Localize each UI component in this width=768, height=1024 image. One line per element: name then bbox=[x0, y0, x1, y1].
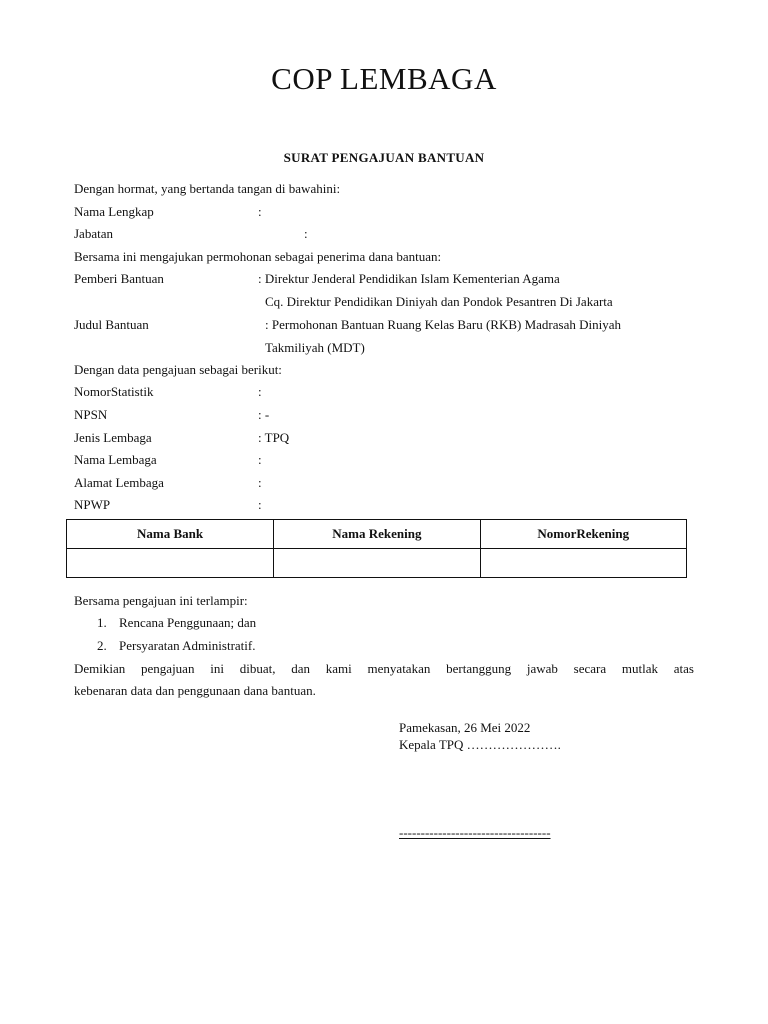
data-intro: Dengan data pengajuan sebagai berikut: bbox=[74, 362, 282, 377]
request-intro: Bersama ini mengajukan permohonan sebagai penerima dana bantuan: bbox=[74, 249, 442, 264]
field-label-nama-lembaga: Nama Lembaga bbox=[74, 452, 157, 467]
list-item-number: 1. bbox=[97, 615, 107, 630]
field-value-judul-bantuan-2: Takmiliyah (MDT) bbox=[265, 340, 365, 355]
field-sep-jabatan: : bbox=[304, 226, 308, 241]
letterhead-title: COP LEMBAGA bbox=[271, 61, 497, 96]
field-value-jenis-lembaga: : TPQ bbox=[258, 430, 290, 445]
field-value-judul-bantuan-1: : Permohonan Bantuan Ruang Kelas Baru (RKB) Madrasah Diniyah bbox=[265, 317, 621, 332]
table-row bbox=[67, 549, 687, 578]
table-header-nama-bank: Nama Bank bbox=[67, 520, 274, 549]
table-header-nomor-rekening: NomorRekening bbox=[480, 520, 687, 549]
field-label-npwp: NPWP bbox=[74, 497, 111, 512]
attachments-intro: Bersama pengajuan ini terlampir: bbox=[74, 593, 248, 608]
list-item: Rencana Penggunaan; dan bbox=[119, 615, 257, 630]
list-item-number: 2. bbox=[97, 638, 107, 653]
field-label-npsn: NPSN bbox=[74, 407, 108, 422]
field-value-pemberi-bantuan-1: : Direktur Jenderal Pendidikan Islam Kementerian Agama bbox=[258, 271, 560, 286]
table-header-nama-rekening: Nama Rekening bbox=[274, 520, 480, 549]
signature-line: ----------------------------------- bbox=[399, 825, 551, 840]
field-value-nama-lembaga: : bbox=[258, 452, 262, 467]
table-cell-nama-rekening bbox=[274, 549, 480, 578]
closing-paragraph-line-1: Demikian pengajuan ini dibuat, dan kami menyatakan bertanggung jawab secara mutlak atas bbox=[74, 661, 694, 676]
table-cell-nomor-rekening bbox=[480, 549, 687, 578]
bank-account-table bbox=[66, 519, 687, 578]
signature-place-date: Pamekasan, 26 Mei 2022 bbox=[399, 720, 531, 735]
field-label-jabatan: Jabatan bbox=[74, 226, 113, 241]
field-value-npsn: : - bbox=[258, 407, 270, 422]
table-cell-nama-bank bbox=[67, 549, 274, 578]
field-value-alamat-lembaga: : bbox=[258, 475, 262, 490]
table-header-row bbox=[67, 520, 687, 549]
field-label-alamat-lembaga: Alamat Lembaga bbox=[74, 475, 164, 490]
field-label-nama-lengkap: Nama Lengkap bbox=[74, 204, 154, 219]
opening-line: Dengan hormat, yang bertanda tangan di bawahini: bbox=[74, 181, 341, 196]
field-label-pemberi-bantuan: Pemberi Bantuan bbox=[74, 271, 164, 286]
field-label-jenis-lembaga: Jenis Lembaga bbox=[74, 430, 152, 445]
field-value-nomor-statistik: : bbox=[258, 384, 262, 399]
list-item: Persyaratan Administratif. bbox=[119, 638, 256, 653]
field-value-npwp: : bbox=[258, 497, 262, 512]
field-value-pemberi-bantuan-2: Cq. Direktur Pendidikan Diniyah dan Pondok Pesantren Di Jakarta bbox=[265, 294, 613, 309]
signature-position: Kepala TPQ …………………. bbox=[399, 737, 561, 752]
closing-paragraph-line-2: kebenaran data dan penggunaan dana bantuan. bbox=[74, 683, 316, 698]
field-label-nomor-statistik: NomorStatistik bbox=[74, 384, 154, 399]
field-sep-nama-lengkap: : bbox=[258, 204, 262, 219]
letter-subject: SURAT PENGAJUAN BANTUAN bbox=[283, 150, 485, 165]
field-label-judul-bantuan: Judul Bantuan bbox=[74, 317, 149, 332]
